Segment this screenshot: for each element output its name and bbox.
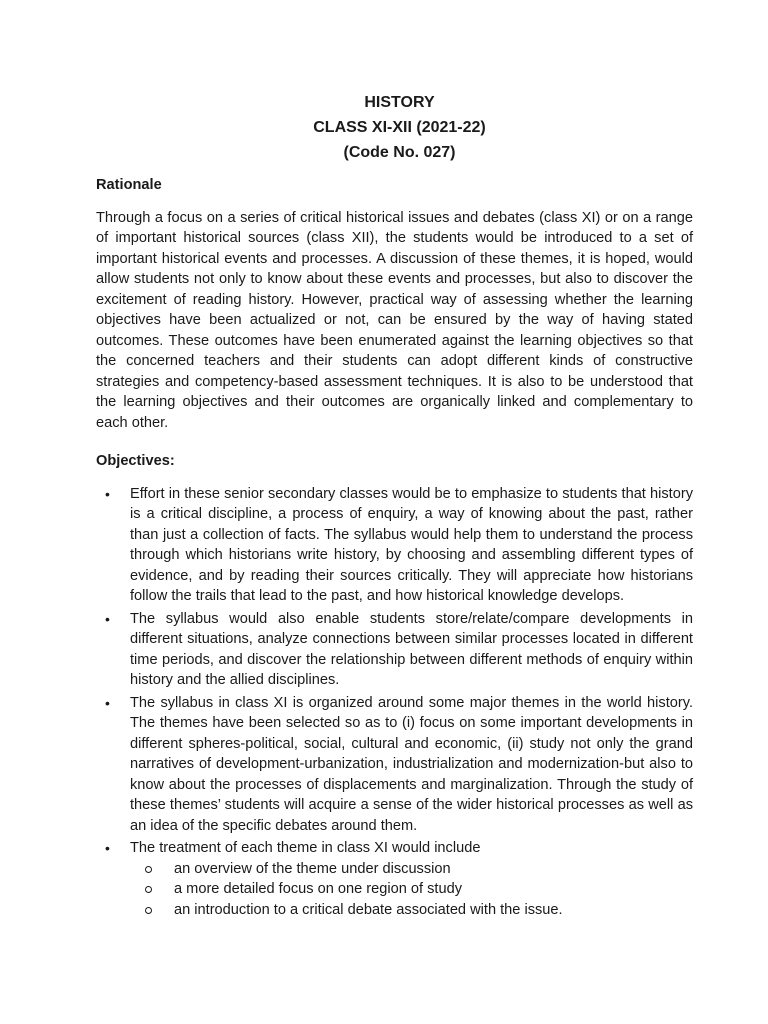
objective-text: The syllabus would also enable students store/relate/compare developments in different situations, analyze connections between similar processes located in different time periods, and discover the relationship between different methods of enquiry within history and the allied disciplines. <box>130 610 693 688</box>
hollow-bullet-icon <box>145 886 152 893</box>
theme-treatment-sublist <box>130 859 693 921</box>
sub-item <box>174 900 693 921</box>
sub-item <box>174 879 693 900</box>
objective-item <box>96 693 693 837</box>
subject-title: HISTORY <box>364 94 435 111</box>
objective-item <box>96 838 693 920</box>
objective-item <box>96 484 693 607</box>
rationale-heading: Rationale <box>96 177 162 193</box>
bullet-icon: • <box>105 694 110 711</box>
hollow-bullet-icon <box>145 866 152 873</box>
title-block <box>106 90 693 165</box>
sub-item-text: an introduction to a critical debate associated with the issue. <box>174 901 563 918</box>
hollow-bullet-icon <box>145 907 152 914</box>
objective-text: The syllabus in class XI is organized around some major themes in the world history. The themes have been selected so as to (i) focus on some important developments in different spheres-political, social, cultural and economic, (ii) study not only the grand narratives of development-urbanization, industrialization and modernization-but also to know about the processes of displacements and marginalization. Through the study of these themes’ students will acquire a sense of the wider historical processes as well as an idea of the specific debates around them. <box>130 694 693 834</box>
sub-item-text: an overview of the theme under discussion <box>174 860 451 877</box>
objective-text: Effort in these senior secondary classes would be to emphasize to students that history is a critical discipline, a process of enquiry, a way of knowing about the past, rather than just a collection of facts. The syllabus would help them to understand the process through which historians write history, by choosing and assembling different types of evidence, and by reading their sources critically. They will appreciate how historians follow the trails that lead to the past, and how historical knowledge develops. <box>130 485 693 604</box>
bullet-icon: • <box>105 610 110 627</box>
bullet-icon: • <box>105 840 110 856</box>
rationale-paragraph: Through a focus on a series of critical historical issues and debates (class XI) or on a range of important historical sources (class XII), the students would be introduced to a set of important historical events and processes. A discussion of these themes, it is hoped, would allow students not only to know about these events and processes, but also to discover the excitement of reading history. However, practical way of assessing whether the learning objectives have been actualized or not, can be ensured by the way of having stated outcomes. These outcomes have been enumerated against the learning objectives so that the concerned teachers and their students can adopt different kinds of constructive strategies and competency-based assessment techniques. It is also to be understood that the learning objectives and their outcomes are organically linked and complementary to each other. <box>96 209 693 431</box>
objectives-list <box>96 484 693 921</box>
bullet-icon: • <box>105 485 110 502</box>
class-title: CLASS XI-XII (2021-22) <box>313 119 486 136</box>
objectives-heading: Objectives: <box>96 453 175 469</box>
code-title: (Code No. 027) <box>343 144 456 161</box>
objective-item <box>96 609 693 691</box>
objective-text: The treatment of each theme in class XI would include <box>130 840 481 856</box>
sub-item <box>174 859 693 880</box>
sub-item-text: a more detailed focus on one region of study <box>174 881 463 897</box>
